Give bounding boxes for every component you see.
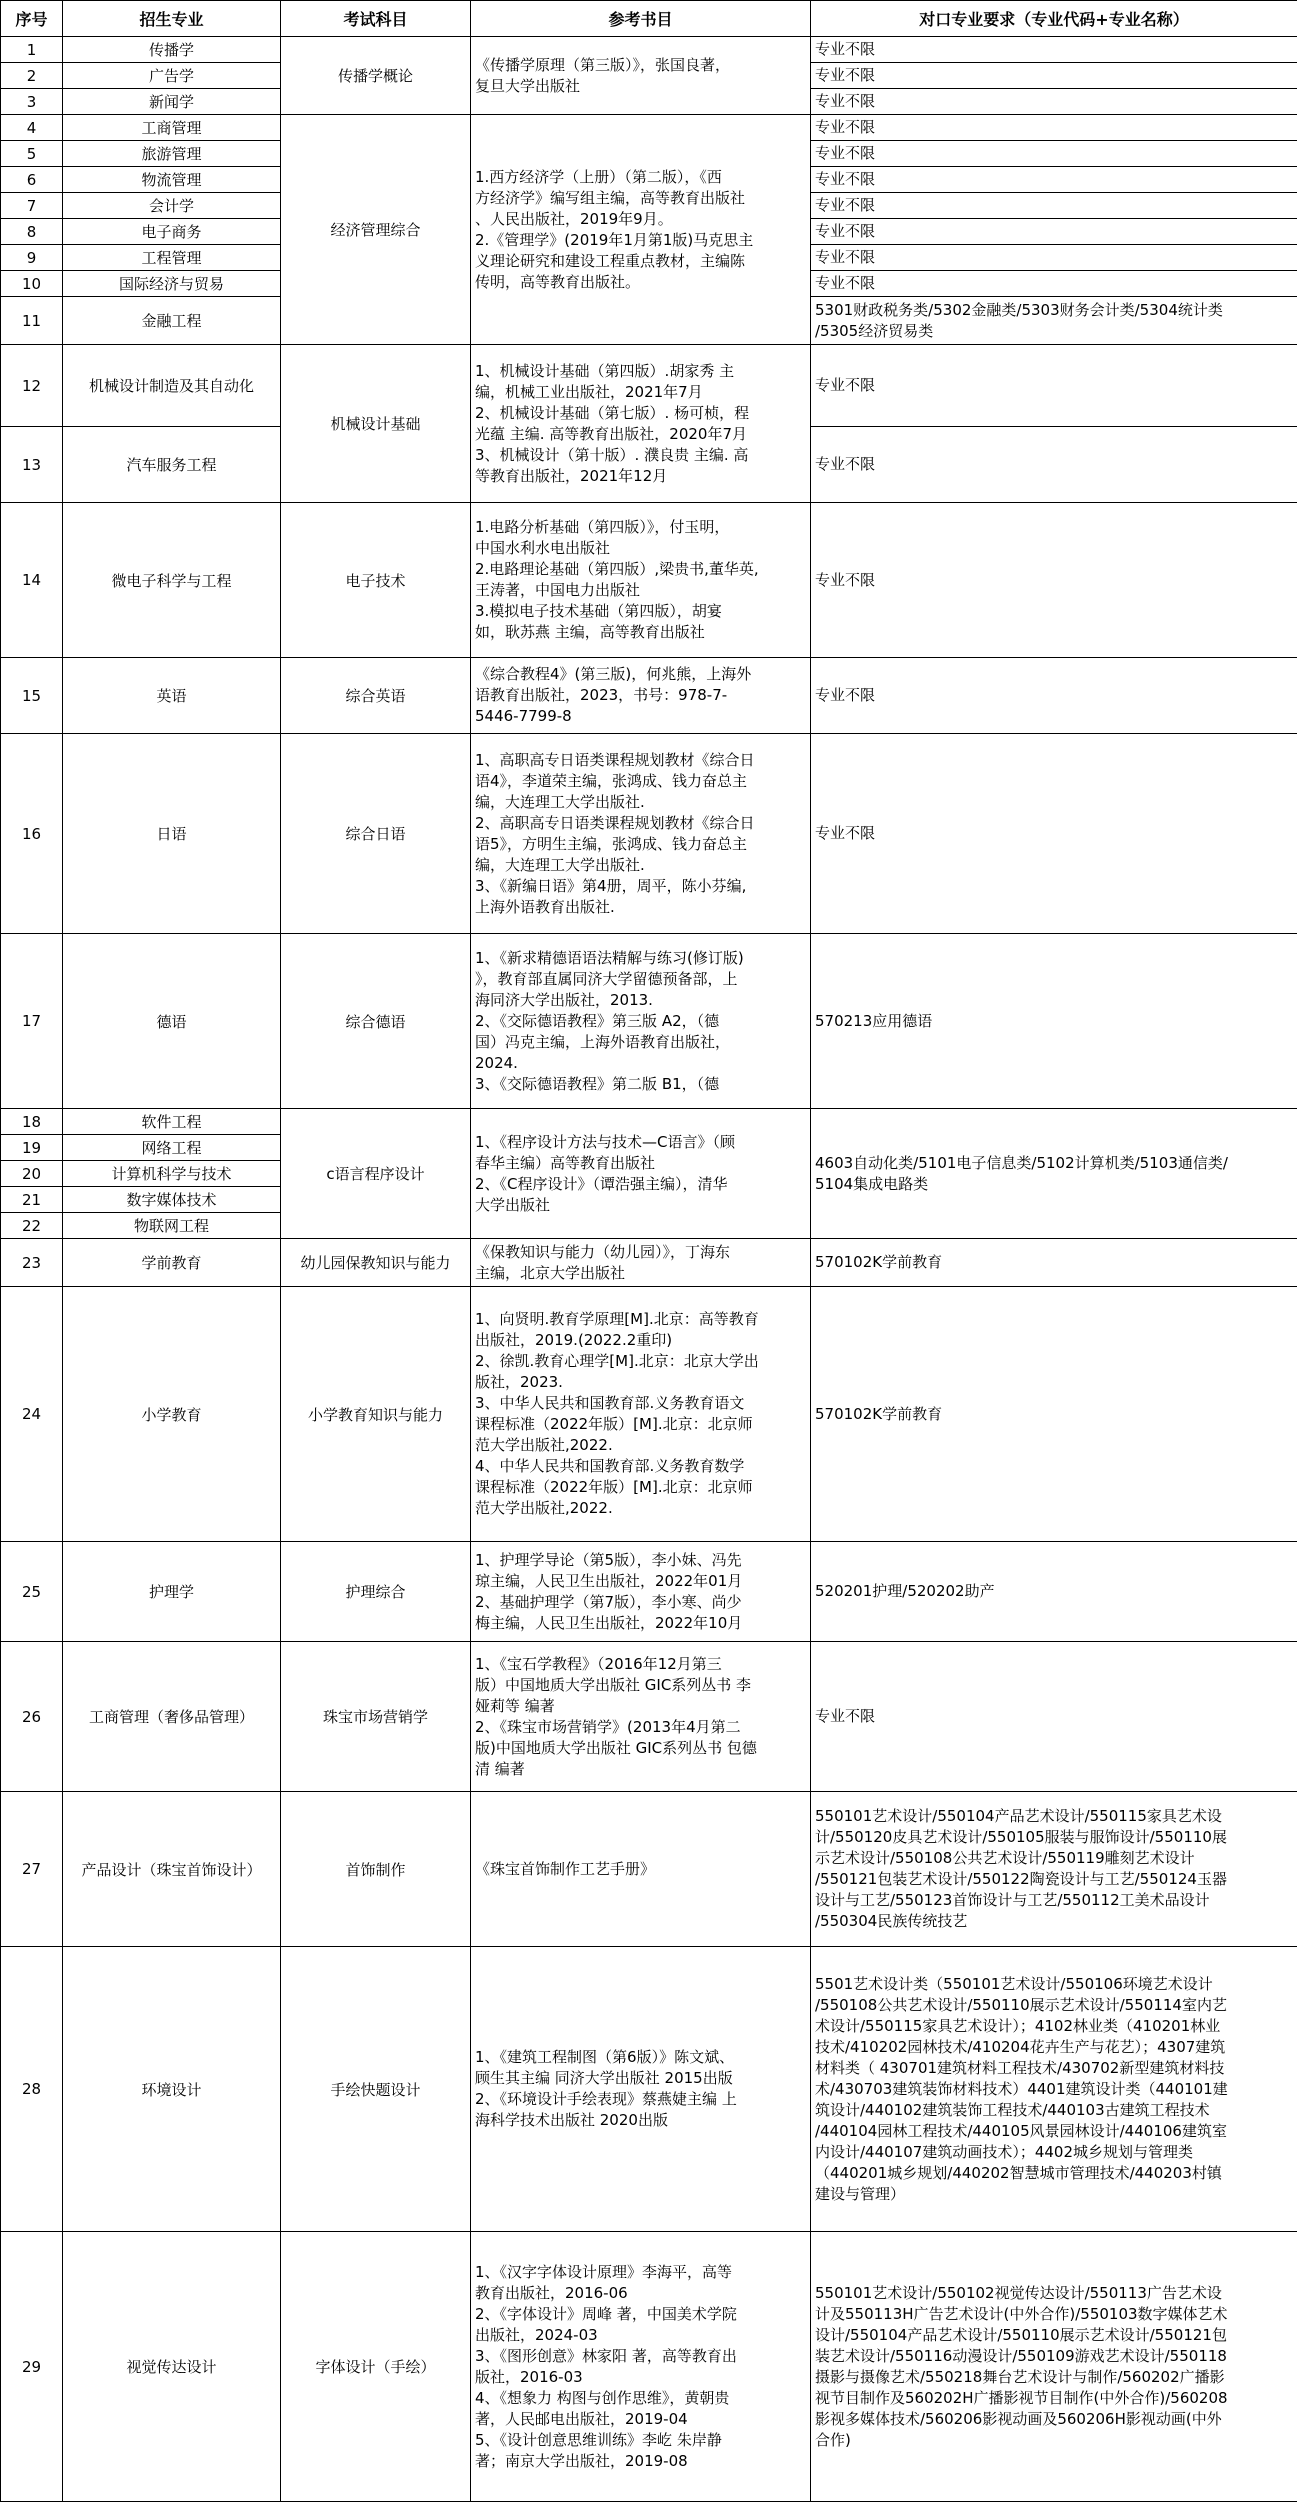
major-cell: 环境设计 [63, 1947, 281, 2232]
major-cell: 软件工程 [63, 1109, 281, 1135]
subject-cell: 幼儿园保教知识与能力 [281, 1239, 471, 1287]
subject-cell: 字体设计（手绘） [281, 2232, 471, 2502]
table-row [1, 345, 1297, 427]
requirement-cell: 专业不限 [811, 37, 1297, 63]
row-number: 9 [1, 245, 63, 271]
subject-cell: 综合德语 [281, 934, 471, 1109]
major-cell: 网络工程 [63, 1135, 281, 1161]
row-number: 5 [1, 141, 63, 167]
books-cell: 《综合教程4》(第三版)，何兆熊，上海外 语教育出版社，2023，书号：978-7- 5446-7799-8 [471, 658, 811, 734]
requirement-cell: 专业不限 [811, 245, 1297, 271]
table-row [1, 1542, 1297, 1642]
row-number: 19 [1, 1135, 63, 1161]
table-row [1, 1287, 1297, 1542]
books-cell: 1、高职高专日语类课程规划教材《综合日 语4》，李道荣主编，张鸿成、钱力奋总主 编，大连理工大学出版社. 2、高职高专日语类课程规划教材《综合日 语5》，方明生主编，张鸿成、钱力奋总主 编，大连理工大学出版社. 3、《新编日语》第4册，周平，陈小芬编, 上海外语教育出版社. [471, 734, 811, 934]
requirement-cell: 专业不限 [811, 141, 1297, 167]
requirement-cell: 5301财政税务类/5302金融类/5303财务会计类/5304统计类 /5305经济贸易类 [811, 297, 1297, 345]
row-number: 4 [1, 115, 63, 141]
subject-cell: 手绘快题设计 [281, 1947, 471, 2232]
books-cell: 1、《程序设计方法与技术—C语言》（顾 春华主编）高等教育出版社 2、《C程序设计》（谭浩强主编），清华 大学出版社 [471, 1109, 811, 1239]
row-number: 6 [1, 167, 63, 193]
row-number: 23 [1, 1239, 63, 1287]
major-cell: 汽车服务工程 [63, 427, 281, 503]
subject-cell: 综合日语 [281, 734, 471, 934]
table-row [1, 37, 1297, 63]
major-cell: 新闻学 [63, 89, 281, 115]
major-cell: 小学教育 [63, 1287, 281, 1542]
row-number: 10 [1, 271, 63, 297]
subject-cell: 首饰制作 [281, 1792, 471, 1947]
books-cell: 《传播学原理（第三版）》，张国良著， 复旦大学出版社 [471, 37, 811, 115]
row-number: 21 [1, 1187, 63, 1213]
row-number: 29 [1, 2232, 63, 2502]
major-cell: 工程管理 [63, 245, 281, 271]
books-cell: 《珠宝首饰制作工艺手册》 [471, 1792, 811, 1947]
table-row [1, 1109, 1297, 1135]
row-number: 17 [1, 934, 63, 1109]
table-row [1, 734, 1297, 934]
books-cell: 1、机械设计基础（第四版）.胡家秀 主 编，机械工业出版社，2021年7月 2、机械设计基础（第七版）. 杨可桢，程 光蕴 主编. 高等教育出版社，2020年7月 3、机械设计（第十版）. 濮良贵 主编. 高 等教育出版社，2021年12月 [471, 345, 811, 503]
header-requirement: 对口专业要求（专业代码+专业名称） [811, 1, 1297, 37]
books-cell: 1.电路分析基础（第四版）》，付玉明， 中国水利水电出版社 2.电路理论基础（第四版）,梁贵书,董华英, 王涛著，中国电力出版社 3.模拟电子技术基础（第四版），胡宴 如，耿苏燕 主编，高等教育出版社 [471, 503, 811, 658]
subject-cell: 护理综合 [281, 1542, 471, 1642]
row-number: 25 [1, 1542, 63, 1642]
table-row [1, 503, 1297, 658]
major-cell: 电子商务 [63, 219, 281, 245]
requirement-cell: 专业不限 [811, 503, 1297, 658]
requirement-cell: 5501艺术设计类（550101艺术设计/550106环境艺术设计 /550108公共艺术设计/550110展示艺术设计/550114室内艺 术设计/550115家具艺术设计）；4102林业类（410201林业 技术/410202园林技术/410204花卉生产与花艺）；4307建筑 材料类（ 430701建筑材料工程技术/430702新型建筑材料技 术/430703建筑装饰材料技术）4401建筑设计类（440101建 筑设计/440102建筑装饰工程技术/440103古建筑工程技术 /440104园林工程技术/440105风景园林设计/440106建筑室 内设计/440107建筑动画技术）；4402城乡规划与管理类 （440201城乡规划/440202智慧城市管理技术/440203村镇 建设与管理） [811, 1947, 1297, 2232]
table-row [1, 658, 1297, 734]
books-cell: 《保教知识与能力（幼儿园）》，丁海东 主编，北京大学出版社 [471, 1239, 811, 1287]
major-cell: 德语 [63, 934, 281, 1109]
header-no: 序号 [1, 1, 63, 37]
major-cell: 传播学 [63, 37, 281, 63]
requirement-cell: 专业不限 [811, 219, 1297, 245]
requirement-cell: 570213应用德语 [811, 934, 1297, 1109]
major-cell: 物流管理 [63, 167, 281, 193]
subject-cell: c语言程序设计 [281, 1109, 471, 1239]
major-cell: 微电子科学与工程 [63, 503, 281, 658]
row-number: 26 [1, 1642, 63, 1792]
requirement-cell: 570102K学前教育 [811, 1239, 1297, 1287]
major-cell: 金融工程 [63, 297, 281, 345]
row-number: 12 [1, 345, 63, 427]
books-cell: 1、《新求精德语语法精解与练习(修订版) 》，教育部直属同济大学留德预备部，上 海同济大学出版社，2013. 2、《交际德语教程》第三版 A2，（德 国）冯克主编，上海外语教育出版社， 2024. 3、《交际德语教程》第二版 B1，（德 [471, 934, 811, 1109]
row-number: 8 [1, 219, 63, 245]
row-number: 27 [1, 1792, 63, 1947]
requirement-cell: 4603自动化类/5101电子信息类/5102计算机类/5103通信类/ 5104集成电路类 [811, 1109, 1297, 1239]
table-row [1, 1947, 1297, 2232]
table-row [1, 934, 1297, 1109]
subject-cell: 小学教育知识与能力 [281, 1287, 471, 1542]
table-row [1, 1642, 1297, 1792]
row-number: 13 [1, 427, 63, 503]
row-number: 20 [1, 1161, 63, 1187]
subject-cell: 机械设计基础 [281, 345, 471, 503]
requirement-cell: 专业不限 [811, 1642, 1297, 1792]
major-cell: 工商管理 [63, 115, 281, 141]
major-cell: 学前教育 [63, 1239, 281, 1287]
books-cell: 1、《宝石学教程》（2016年12月第三 版）中国地质大学出版社 GIC系列丛书 李 娅莉等 编著 2、《珠宝市场营销学》(2013年4月第二 版)中国地质大学出版社 GIC系列丛书 包德 清 编著 [471, 1642, 811, 1792]
subject-cell: 综合英语 [281, 658, 471, 734]
header-row [1, 1, 1297, 37]
requirement-cell: 570102K学前教育 [811, 1287, 1297, 1542]
row-number: 7 [1, 193, 63, 219]
major-cell: 国际经济与贸易 [63, 271, 281, 297]
header-subject: 考试科目 [281, 1, 471, 37]
requirement-cell: 专业不限 [811, 658, 1297, 734]
table-row [1, 115, 1297, 141]
major-cell: 会计学 [63, 193, 281, 219]
table-row [1, 2232, 1297, 2502]
requirement-cell: 550101艺术设计/550102视觉传达设计/550113广告艺术设 计及550113H广告艺术设计(中外合作)/550103数字媒体艺术 设计/550104产品艺术设计/550110展示艺术设计/550121包 装艺术设计/550116动漫设计/550109游戏艺术设计/550118 摄影与摄像艺术/550218舞台艺术设计与制作/560202广播影 视节目制作及560202H广播影视节目制作(中外合作)/560208 影视多媒体技术/560206影视动画及560206H影视动画(中外 合作) [811, 2232, 1297, 2502]
books-cell: 1、《建筑工程制图（第6版）》陈文斌、 顾生其主编 同济大学出版社 2015出版 2、《环境设计手绘表现》蔡燕婕主编 上 海科学技术出版社 2020出版 [471, 1947, 811, 2232]
subject-cell: 经济管理综合 [281, 115, 471, 345]
row-number: 14 [1, 503, 63, 658]
row-number: 28 [1, 1947, 63, 2232]
major-cell: 旅游管理 [63, 141, 281, 167]
subject-cell: 电子技术 [281, 503, 471, 658]
requirement-cell: 550101艺术设计/550104产品艺术设计/550115家具艺术设 计/550120皮具艺术设计/550105服装与服饰设计/550110展 示艺术设计/550108公共艺术设计/550119雕刻艺术设计 /550121包装艺术设计/550122陶瓷设计与工艺/550124玉器 设计与工艺/550123首饰设计与工艺/550112工美术品设计 /550304民族传统技艺 [811, 1792, 1297, 1947]
row-number: 22 [1, 1213, 63, 1239]
header-major: 招生专业 [63, 1, 281, 37]
requirement-cell: 专业不限 [811, 193, 1297, 219]
requirement-cell: 专业不限 [811, 63, 1297, 89]
requirement-cell: 专业不限 [811, 427, 1297, 503]
subject-cell: 珠宝市场营销学 [281, 1642, 471, 1792]
requirement-cell: 520201护理/520202助产 [811, 1542, 1297, 1642]
requirement-cell: 专业不限 [811, 89, 1297, 115]
major-cell: 机械设计制造及其自动化 [63, 345, 281, 427]
major-cell: 产品设计（珠宝首饰设计） [63, 1792, 281, 1947]
table-row [1, 1792, 1297, 1947]
row-number: 3 [1, 89, 63, 115]
row-number: 16 [1, 734, 63, 934]
major-cell: 数字媒体技术 [63, 1187, 281, 1213]
table-row [1, 1239, 1297, 1287]
requirement-cell: 专业不限 [811, 167, 1297, 193]
row-number: 11 [1, 297, 63, 345]
major-cell: 护理学 [63, 1542, 281, 1642]
row-number: 18 [1, 1109, 63, 1135]
major-cell: 工商管理（奢侈品管理） [63, 1642, 281, 1792]
requirement-cell: 专业不限 [811, 271, 1297, 297]
row-number: 15 [1, 658, 63, 734]
major-cell: 广告学 [63, 63, 281, 89]
requirement-cell: 专业不限 [811, 345, 1297, 427]
header-books: 参考书目 [471, 1, 811, 37]
subject-cell: 传播学概论 [281, 37, 471, 115]
row-number: 2 [1, 63, 63, 89]
row-number: 24 [1, 1287, 63, 1542]
major-cell: 视觉传达设计 [63, 2232, 281, 2502]
major-cell: 日语 [63, 734, 281, 934]
row-number: 1 [1, 37, 63, 63]
books-cell: 1、向贤明.教育学原理[M].北京：高等教育 出版社，2019.(2022.2重印) 2、徐凯.教育心理学[M].北京：北京大学出 版社，2023. 3、中华人民共和国教育部.义务教育语文 课程标准（2022年版）[M].北京：北京师 范大学出版社,2022. 4、中华人民共和国教育部.义务教育数学 课程标准（2022年版）[M].北京：北京师 范大学出版社,2022. [471, 1287, 811, 1542]
books-cell: 1、护理学导论（第5版），李小妹、冯先 琼主编，人民卫生出版社，2022年01月 2、基础护理学（第7版），李小寒、尚少 梅主编，人民卫生出版社，2022年10月 [471, 1542, 811, 1642]
major-cell: 英语 [63, 658, 281, 734]
books-cell: 1、《汉字字体设计原理》李海平，高等 教育出版社，2016-06 2、《字体设计》周峰 著，中国美术学院 出版社，2024-03 3、《图形创意》林家阳 著，高等教育出 版社，2016-03 4、《想象力 构图与创作思维》，黄朝贵 著，人民邮电出版社，2019-04 5、《设计创意思维训练》李屹 朱岸静 著；南京大学出版社，2019-08 [471, 2232, 811, 2502]
major-cell: 计算机科学与技术 [63, 1161, 281, 1187]
requirement-cell: 专业不限 [811, 115, 1297, 141]
books-cell: 1.西方经济学（上册）（第二版），《西 方经济学》编写组主编，高等教育出版社 、人民出版社，2019年9月。 2.《管理学》(2019年1月第1版)马克思主 义理论研究和建设工程重点教材，主编陈 传明，高等教育出版社。 [471, 115, 811, 345]
major-cell: 物联网工程 [63, 1213, 281, 1239]
requirement-cell: 专业不限 [811, 734, 1297, 934]
